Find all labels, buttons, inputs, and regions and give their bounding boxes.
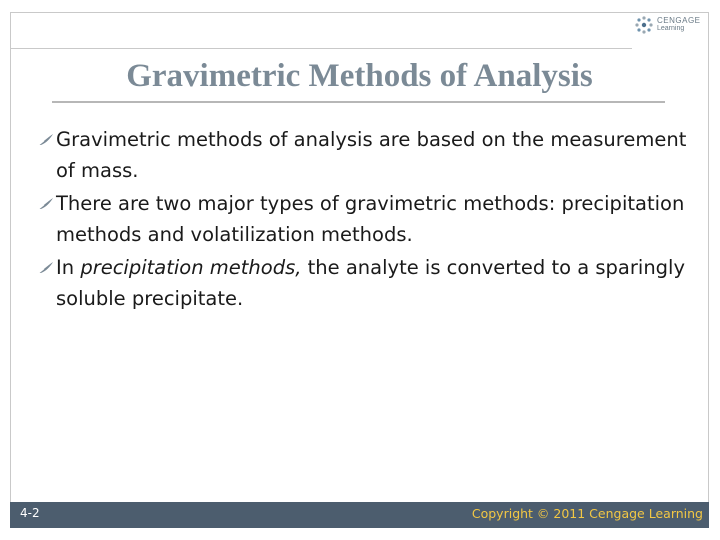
bullet-item — [38, 124, 698, 186]
bullet-item — [38, 252, 698, 314]
bullet-text: There are two major types of gravimetric methods: precipitation methods and volatilization methods. — [56, 192, 685, 246]
logo-text — [657, 17, 701, 33]
bullet-text: the analyte is converted to a sparingly soluble precipitate. — [56, 256, 686, 310]
bullet-list — [38, 124, 698, 316]
slide-title: Gravimetric Methods of Analysis — [126, 58, 593, 94]
quill-bullet-icon — [38, 133, 54, 147]
quill-bullet-icon — [38, 261, 54, 275]
logo-brand: CENGAGE — [657, 16, 701, 25]
cengage-logo — [634, 14, 704, 36]
quill-bullet-icon — [38, 197, 54, 211]
title-underline — [52, 101, 665, 103]
bullet-text: In — [56, 256, 81, 279]
bullet-item — [38, 188, 698, 250]
bullet-text-italic: precipitation methods, — [80, 256, 302, 279]
logo-sub: Learning — [657, 25, 685, 32]
bullet-text: Gravimetric methods of analysis are based on the measurement of mass. — [56, 128, 687, 182]
top-rule — [10, 48, 632, 49]
cengage-logo-icon — [634, 15, 654, 35]
slide-number: 4-2 — [20, 506, 40, 520]
copyright-text: Copyright © 2011 Cengage Learning — [471, 506, 703, 521]
